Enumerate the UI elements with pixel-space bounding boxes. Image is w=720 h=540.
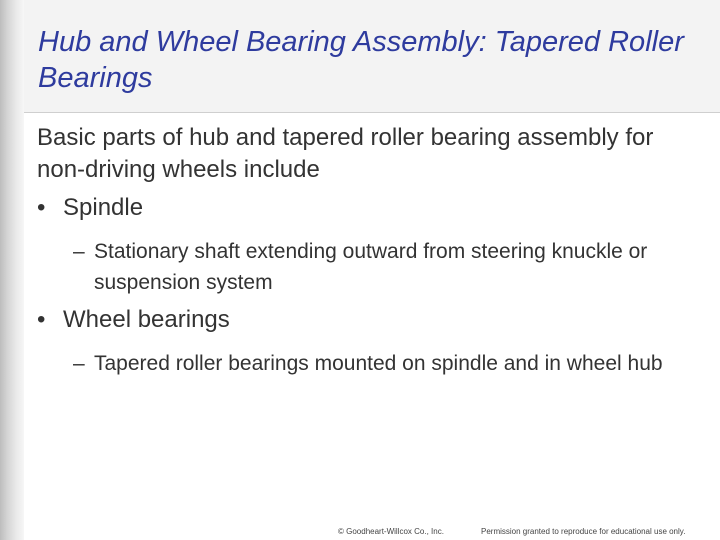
sub-bullet-marker: – xyxy=(73,352,85,375)
left-gradient-bar xyxy=(0,0,24,540)
footer-permission: Permission granted to reproduce for educational use only. xyxy=(481,527,686,536)
sub-bullet-spindle xyxy=(37,236,697,298)
intro-text: Basic parts of hub and tapered roller bearing assembly for non-driving wheels include xyxy=(37,124,654,183)
slide-body xyxy=(37,122,697,379)
bullet-spindle xyxy=(37,192,697,224)
bullet-wheel-bearings xyxy=(37,304,697,336)
sub-bullet-wheel-bearings xyxy=(37,348,697,379)
bullet-text: Spindle xyxy=(63,194,144,221)
slide-title: Hub and Wheel Bearing Assembly: Tapered Roller Bearings xyxy=(38,26,684,94)
title-divider xyxy=(24,112,720,113)
bullet-text: Wheel bearings xyxy=(63,306,230,333)
bullet-marker: • xyxy=(37,306,46,333)
sub-bullet-text: Stationary shaft extending outward from steering knuckle or suspension system xyxy=(94,240,648,294)
sub-bullet-marker: – xyxy=(73,240,85,263)
bullet-marker: • xyxy=(37,194,46,221)
footer-copyright: © Goodheart-Willcox Co., Inc. xyxy=(338,527,444,536)
sub-bullet-text: Tapered roller bearings mounted on spindle and in wheel hub xyxy=(94,352,663,375)
